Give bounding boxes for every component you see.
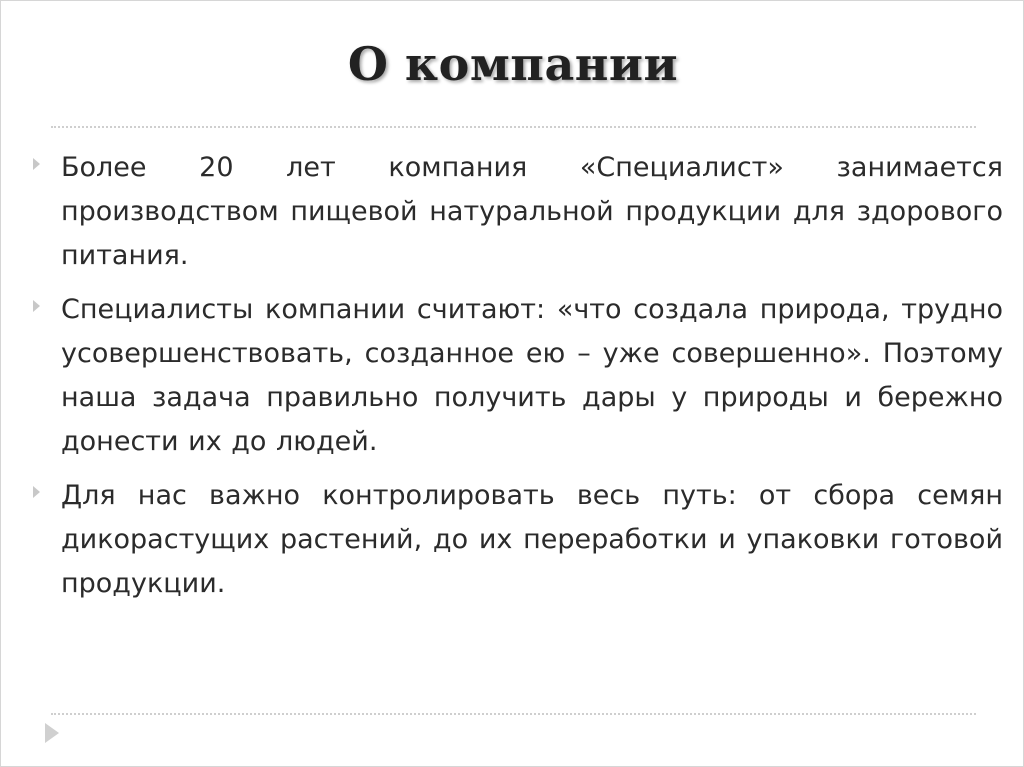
bullet-item [33, 474, 1003, 606]
bullet-item [33, 146, 1003, 278]
triangle-bullet-icon [33, 300, 40, 312]
triangle-bullet-icon [33, 486, 40, 498]
bullet-text: Для нас важно контролировать весь путь: от сбора семян дикорастущих растений, до их переработки и упаковки готовой продукции. [61, 480, 1003, 599]
play-arrow-icon[interactable] [45, 723, 59, 743]
bullet-text: Специалисты компании считают: «что создала природа, трудно усовершенствовать, созданное ею – уже совершенно». Поэтому наша задача правильно получить дары у природы и бережно донести их до людей. [61, 294, 1003, 457]
triangle-bullet-icon [33, 158, 40, 170]
bullet-text: Более 20 лет компания «Специалист» занимается производством пищевой натуральной продукции для здорового питания. [61, 152, 1003, 271]
slide-title: О компании [347, 37, 679, 91]
slide-content [33, 146, 1003, 616]
bottom-divider [51, 713, 976, 715]
top-divider [51, 126, 976, 128]
bullet-item [33, 288, 1003, 464]
